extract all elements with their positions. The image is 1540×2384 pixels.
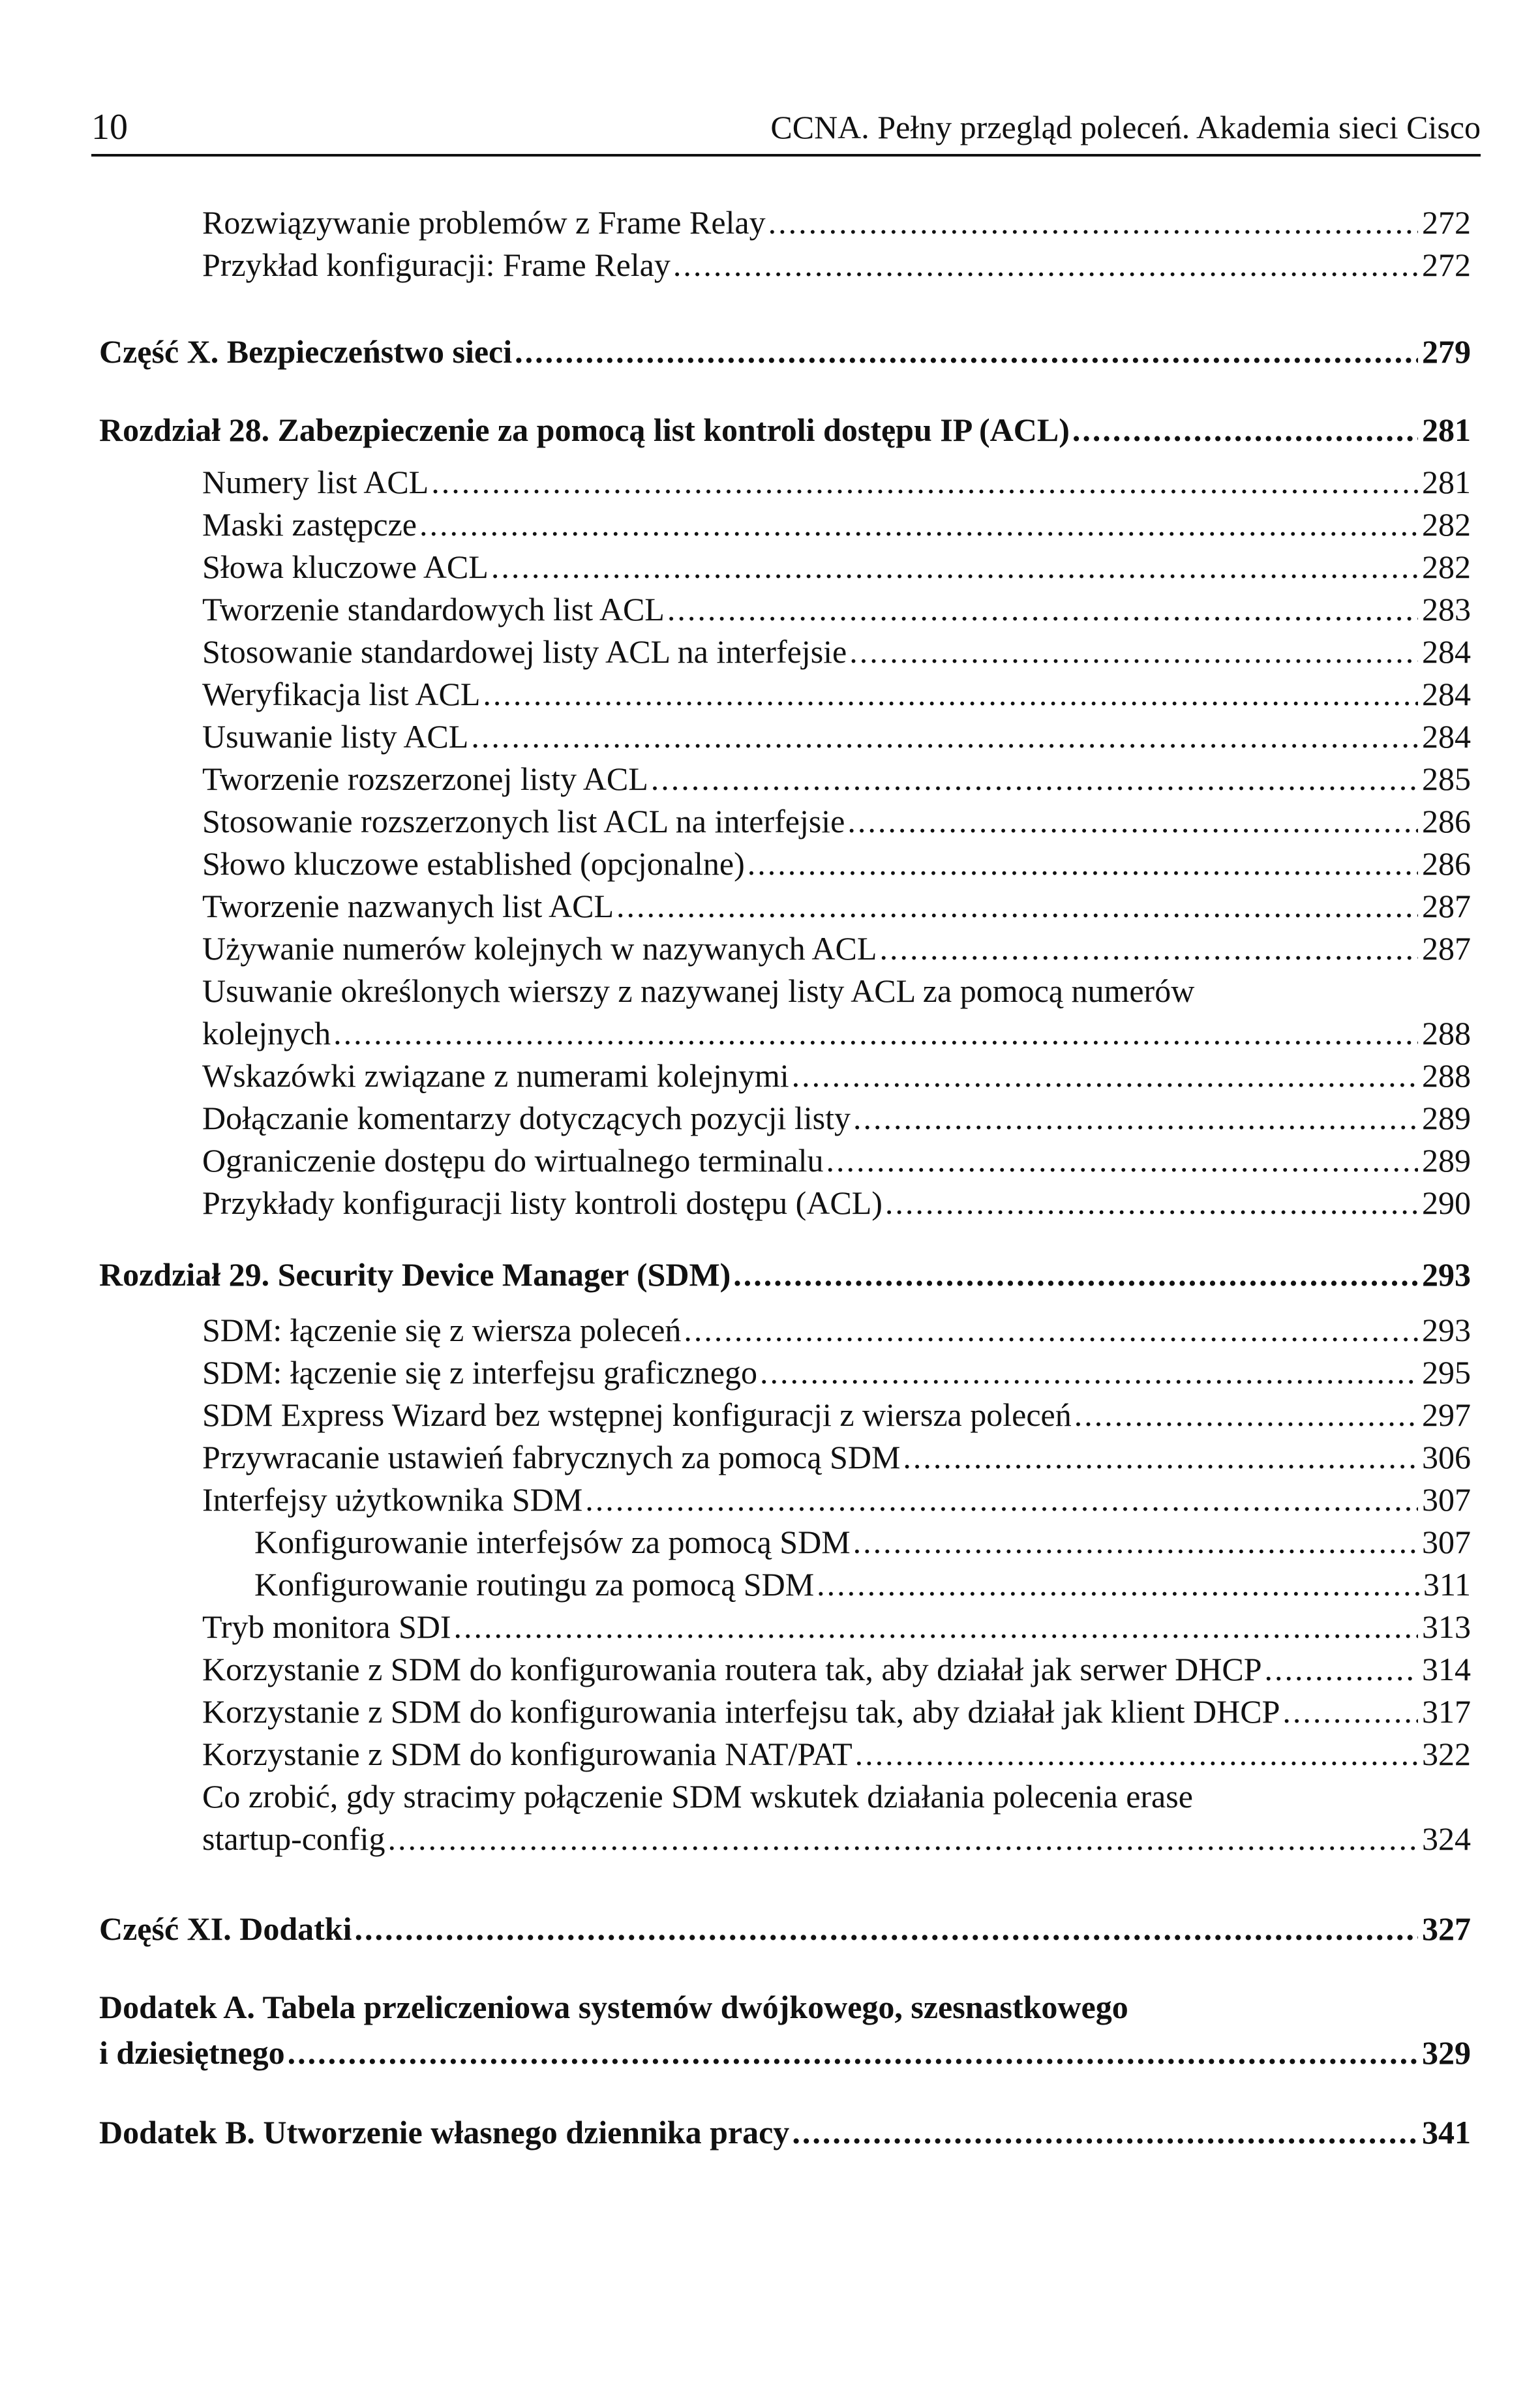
dot-leader — [847, 801, 1418, 841]
dot-leader — [354, 1909, 1418, 1949]
dot-leader — [585, 1479, 1418, 1520]
toc-entry — [202, 1183, 1471, 1223]
toc-entry-page: 314 — [1422, 1651, 1471, 1687]
toc-entry-page: 293 — [1422, 1312, 1471, 1348]
toc-entry — [202, 1479, 1471, 1520]
dot-leader — [792, 2112, 1418, 2152]
toc-entry — [202, 1098, 1471, 1138]
toc-entry-label: Ograniczenie dostępu do wirtualnego terminalu — [202, 1142, 824, 1179]
toc-entry — [202, 462, 1471, 502]
toc-entry-label: Stosowanie standardowej listy ACL na interfejsie — [202, 633, 847, 670]
toc-entry-page: 287 — [1422, 888, 1471, 924]
toc-entry — [202, 1055, 1471, 1096]
dot-leader — [853, 1522, 1418, 1562]
dot-leader — [419, 504, 1418, 545]
toc-entry — [202, 1395, 1471, 1435]
dot-leader — [491, 547, 1418, 587]
dot-leader — [768, 202, 1418, 243]
toc-entry — [202, 202, 1471, 243]
toc-entry-label: Stosowanie rozszerzonych list ACL na interfejsie — [202, 803, 845, 839]
dot-leader — [792, 1055, 1418, 1096]
toc-entry — [202, 801, 1471, 841]
dot-leader — [817, 1564, 1419, 1605]
toc-entry-label: Część XI. Dodatki — [99, 1910, 352, 1947]
toc-entry-page: 282 — [1422, 506, 1471, 543]
dot-leader — [879, 928, 1418, 969]
toc-entry-label: Rozwiązywanie problemów z Frame Relay — [202, 204, 766, 241]
dot-leader — [431, 462, 1418, 502]
dot-leader — [903, 1437, 1418, 1477]
toc-entry-label-line1: Co zrobić, gdy stracimy połączenie SDM wskutek działania polecenia erase — [202, 1778, 1193, 1815]
toc-entry-page: 322 — [1422, 1736, 1471, 1772]
dot-leader — [853, 1098, 1418, 1138]
dot-leader — [1074, 1395, 1418, 1435]
toc-entry-label: Tworzenie rozszerzonej listy ACL — [202, 761, 648, 797]
toc-part-heading — [99, 331, 1471, 372]
dot-leader — [288, 2032, 1418, 2073]
toc-entry — [202, 547, 1471, 587]
dot-leader — [471, 716, 1418, 757]
toc-entry-label: Numery list ACL — [202, 464, 429, 500]
toc-entry-page: 279 — [1422, 333, 1471, 370]
toc-entry-label-line2: i dziesiętnego — [99, 2034, 285, 2071]
toc-entry-label: Konfigurowanie routingu za pomocą SDM — [254, 1566, 815, 1603]
toc-entry-label: Tworzenie standardowych list ACL — [202, 591, 665, 627]
toc-appendix-heading — [99, 2032, 1471, 2073]
dot-leader — [733, 1254, 1418, 1295]
toc-entry — [202, 589, 1471, 629]
toc-entry-label: Korzystanie z SDM do konfigurowania NAT/PAT — [202, 1736, 853, 1772]
page-number: 10 — [91, 107, 128, 147]
toc-entry — [202, 1437, 1471, 1477]
toc-entry-label-line2: startup-config — [202, 1820, 385, 1857]
toc-entry-label: Usuwanie listy ACL — [202, 718, 469, 755]
toc-entry — [202, 504, 1471, 545]
toc-entry-page: 284 — [1422, 633, 1471, 670]
toc-entry-label-line1: Usuwanie określonych wierszy z nazywanej listy ACL za pomocą numerów — [202, 973, 1195, 1009]
toc-entry-label: Korzystanie z SDM do konfigurowania routera tak, aby działał jak serwer DHCP — [202, 1651, 1262, 1687]
toc-entry — [202, 1818, 1471, 1859]
toc-entry — [202, 245, 1471, 285]
toc-entry-page: 311 — [1423, 1566, 1471, 1603]
toc-entry-page: 307 — [1422, 1481, 1471, 1518]
header-rule — [91, 154, 1481, 157]
toc-entry-page: 281 — [1422, 412, 1471, 448]
toc-entry-label: Przywracanie ustawień fabrycznych za pomocą SDM — [202, 1439, 901, 1475]
toc-entry-page: 289 — [1422, 1100, 1471, 1136]
toc-entry-label: Dołączanie komentarzy dotyczących pozycji listy — [202, 1100, 851, 1136]
dot-leader — [760, 1352, 1418, 1393]
toc-entry-page: 295 — [1422, 1354, 1471, 1391]
dot-leader — [885, 1183, 1418, 1223]
toc-entry — [202, 886, 1471, 926]
toc-entry-label: Rozdział 28. Zabezpieczenie za pomocą list kontroli dostępu IP (ACL) — [99, 412, 1070, 448]
dot-leader — [651, 759, 1418, 799]
toc-entry-label: Tryb monitora SDI — [202, 1608, 451, 1645]
toc-chapter-heading — [99, 1254, 1471, 1295]
toc-subentry — [254, 1522, 1471, 1562]
toc-entry-label: Wskazówki związane z numerami kolejnymi — [202, 1057, 789, 1094]
dot-leader — [1072, 410, 1418, 450]
toc-entry-label: Weryfikacja list ACL — [202, 676, 481, 712]
toc-entry — [202, 716, 1471, 757]
toc-appendix-heading — [99, 2112, 1471, 2152]
toc-entry-page: 272 — [1422, 204, 1471, 241]
toc-entry-page: 288 — [1422, 1057, 1471, 1094]
toc-entry-page: 283 — [1422, 591, 1471, 627]
dot-leader — [747, 843, 1418, 884]
toc-entry — [202, 843, 1471, 884]
toc-entry-page: 284 — [1422, 676, 1471, 712]
toc-entry-page: 293 — [1422, 1256, 1471, 1293]
toc-chapter-heading — [99, 410, 1471, 450]
toc-entry-page: 290 — [1422, 1184, 1471, 1221]
dot-leader — [855, 1734, 1418, 1774]
dot-leader — [387, 1818, 1418, 1859]
toc-entry-label: SDM Express Wizard bez wstępnej konfiguracji z wiersza poleceń — [202, 1396, 1072, 1433]
toc-entry-label: Maski zastępcze — [202, 506, 417, 543]
toc-entry-label: Przykłady konfiguracji listy kontroli dostępu (ACL) — [202, 1184, 883, 1221]
toc-entry — [202, 1607, 1471, 1647]
toc-entry-label: Używanie numerów kolejnych w nazywanych ACL — [202, 930, 877, 967]
dot-leader — [684, 1310, 1418, 1350]
book-title: CCNA. Pełny przegląd poleceń. Akademia sieci Cisco — [770, 109, 1481, 145]
toc-entry-label-line2: kolejnych — [202, 1015, 331, 1051]
toc-entry — [202, 1310, 1471, 1350]
dot-leader — [667, 589, 1418, 629]
toc-entry — [202, 631, 1471, 672]
toc-entry — [202, 928, 1471, 969]
toc-entry-page: 297 — [1422, 1396, 1471, 1433]
dot-leader — [673, 245, 1418, 285]
toc-entry-label: Korzystanie z SDM do konfigurowania interfejsu tak, aby działał jak klient DHCP — [202, 1693, 1280, 1730]
running-header — [91, 104, 1481, 157]
toc-entry-page: 306 — [1422, 1439, 1471, 1475]
dot-leader — [1282, 1691, 1418, 1732]
toc-entry-page: 289 — [1422, 1142, 1471, 1179]
toc-entry-page: 329 — [1422, 2034, 1471, 2071]
toc-entry-label: Tworzenie nazwanych list ACL — [202, 888, 614, 924]
toc-entry — [202, 1649, 1471, 1689]
toc-appendix-label-line1: Dodatek A. Tabela przeliczeniowa systemów dwójkowego, szesnastkowego — [99, 1989, 1128, 2025]
toc-entry — [202, 1691, 1471, 1732]
toc-entry — [202, 1734, 1471, 1774]
toc-entry-page: 284 — [1422, 718, 1471, 755]
toc-entry-label: SDM: łączenie się z interfejsu graficznego — [202, 1354, 758, 1391]
dot-leader — [515, 331, 1418, 372]
toc-entry-label: Część X. Bezpieczeństwo sieci — [99, 333, 513, 370]
dot-leader — [826, 1140, 1418, 1181]
toc-entry — [202, 674, 1471, 714]
toc-entry-page: 287 — [1422, 930, 1471, 967]
toc-entry-page: 286 — [1422, 803, 1471, 839]
toc-entry-label: Słowo kluczowe established (opcjonalne) — [202, 845, 745, 882]
toc-part-heading — [99, 1909, 1471, 1949]
toc-entry-page: 341 — [1422, 2114, 1471, 2150]
toc-entry-page: 307 — [1422, 1524, 1471, 1560]
toc-entry — [202, 1013, 1471, 1053]
dot-leader — [333, 1013, 1418, 1053]
toc-entry-page: 281 — [1422, 464, 1471, 500]
toc-entry — [202, 1352, 1471, 1393]
dot-leader — [616, 886, 1418, 926]
toc-entry-label: SDM: łączenie się z wiersza poleceń — [202, 1312, 682, 1348]
toc-entry-label: Konfigurowanie interfejsów za pomocą SDM — [254, 1524, 851, 1560]
toc-entry-label: Rozdział 29. Security Device Manager (SDM) — [99, 1256, 731, 1293]
toc-entry-page: 324 — [1422, 1820, 1471, 1857]
toc-entry — [202, 1140, 1471, 1181]
toc-entry-label: Dodatek B. Utworzenie własnego dziennika pracy — [99, 2114, 790, 2150]
toc-entry — [202, 759, 1471, 799]
dot-leader — [849, 631, 1418, 672]
toc-subentry — [254, 1564, 1471, 1605]
toc-entry-page: 285 — [1422, 761, 1471, 797]
toc-entry-page: 286 — [1422, 845, 1471, 882]
toc-entry-page: 317 — [1422, 1693, 1471, 1730]
dot-leader — [454, 1607, 1418, 1647]
toc-entry-label: Interfejsy użytkownika SDM — [202, 1481, 583, 1518]
toc-entry-page: 282 — [1422, 549, 1471, 585]
toc-entry-page: 288 — [1422, 1015, 1471, 1051]
toc-entry-label: Słowa kluczowe ACL — [202, 549, 489, 585]
toc-entry-page: 327 — [1422, 1910, 1471, 1947]
dot-leader — [1265, 1649, 1418, 1689]
dot-leader — [483, 674, 1418, 714]
toc-entry-label: Przykład konfiguracji: Frame Relay — [202, 247, 671, 283]
toc-entry-page: 313 — [1422, 1608, 1471, 1645]
toc-entry-page: 272 — [1422, 247, 1471, 283]
